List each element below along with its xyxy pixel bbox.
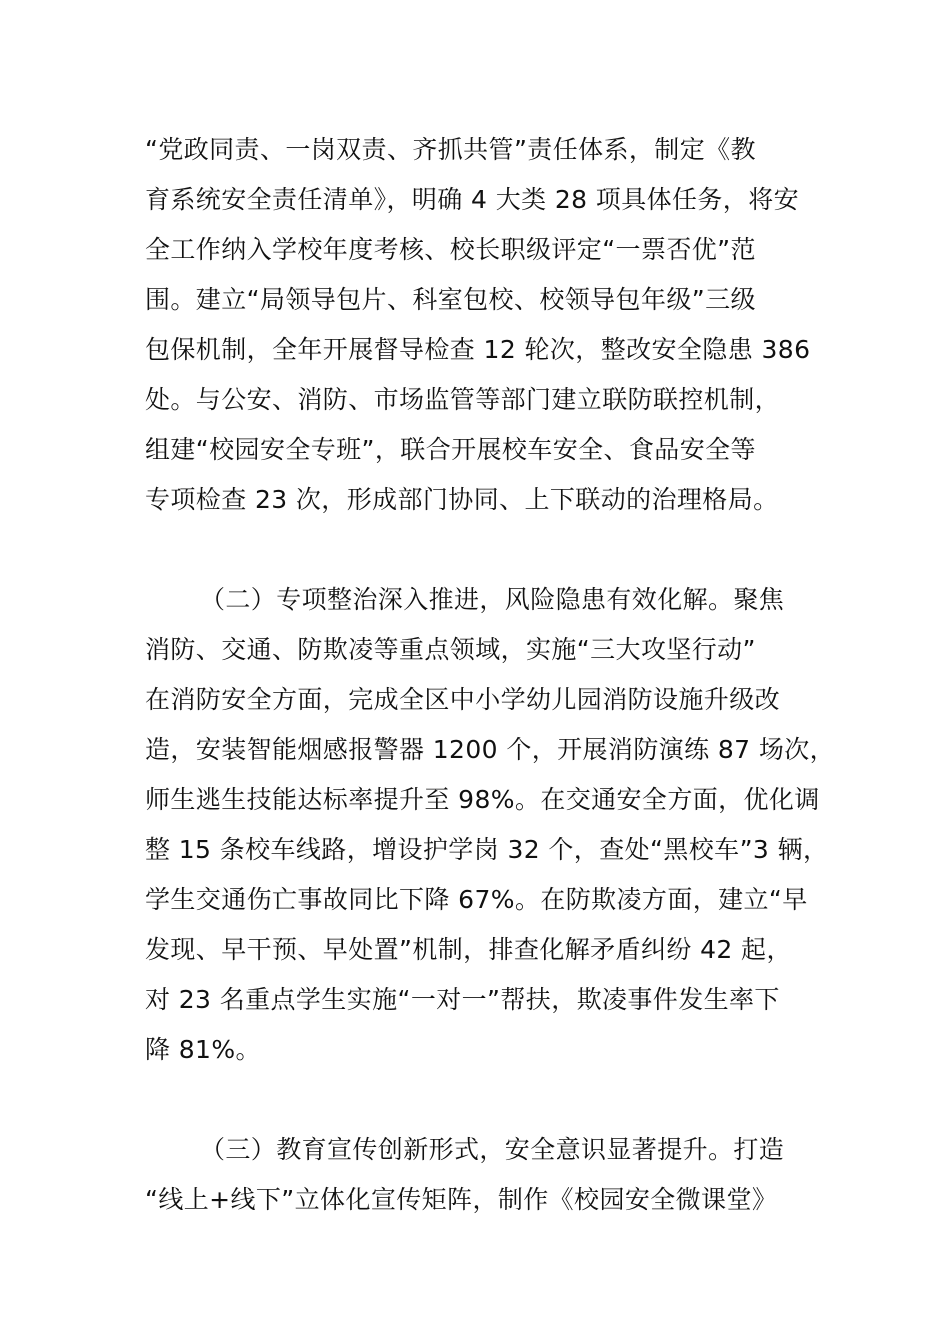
paragraph-line: （三）教育宣传创新形式，安全意识显著提升。打造	[200, 1135, 785, 1164]
paragraph-line: （二）专项整治深入推进，风险隐患有效化解。聚焦	[200, 585, 785, 614]
paragraph-line: 全工作纳入学校年度考核、校长职级评定“一票否优”范	[145, 235, 756, 264]
paragraph-line: 师生逃生技能达标率提升至 98%。在交通安全方面，优化调	[145, 785, 820, 814]
paragraph-line: 发现、早干预、早处置”机制，排查化解矛盾纠纷 42 起，	[145, 935, 792, 964]
paragraph-line: 围。建立“局领导包片、科室包校、校领导包年级”三级	[145, 285, 756, 314]
paragraph-line: 整 15 条校车线路，增设护学岗 32 个，查处“黑校车”3 辆，	[145, 835, 829, 864]
paragraph-line: “党政同责、一岗双责、齐抓共管”责任体系，制定《教	[145, 135, 756, 164]
paragraph-line: 降 81%。	[145, 1035, 261, 1064]
paragraph-line: 对 23 名重点学生实施“一对一”帮扶，欺凌事件发生率下	[145, 985, 780, 1014]
paragraph-line: 学生交通伤亡事故同比下降 67%。在防欺凌方面，建立“早	[145, 885, 808, 914]
paragraph-line: 包保机制，全年开展督导检查 12 轮次，整改安全隐患 386	[145, 335, 811, 364]
paragraph-line: 在消防安全方面，完成全区中小学幼儿园消防设施升级改	[145, 685, 781, 714]
paragraph-line: 处。与公安、消防、市场监管等部门建立联防联控机制，	[145, 385, 781, 414]
paragraph-line: 组建“校园安全专班”，联合开展校车安全、食品安全等	[145, 435, 756, 464]
paragraph-line: 专项检查 23 次，形成部门协同、上下联动的治理格局。	[145, 485, 779, 514]
paragraph-line: 消防、交通、防欺凌等重点领域，实施“三大攻坚行动”	[145, 635, 756, 664]
paragraph-line: 育系统安全责任清单》，明确 4 大类 28 项具体任务，将安	[145, 185, 800, 214]
paragraph-line: 造，安装智能烟感报警器 1200 个，开展消防演练 87 场次，	[145, 735, 836, 764]
paragraph-line: “线上+线下”立体化宣传矩阵，制作《校园安全微课堂》	[145, 1185, 778, 1214]
